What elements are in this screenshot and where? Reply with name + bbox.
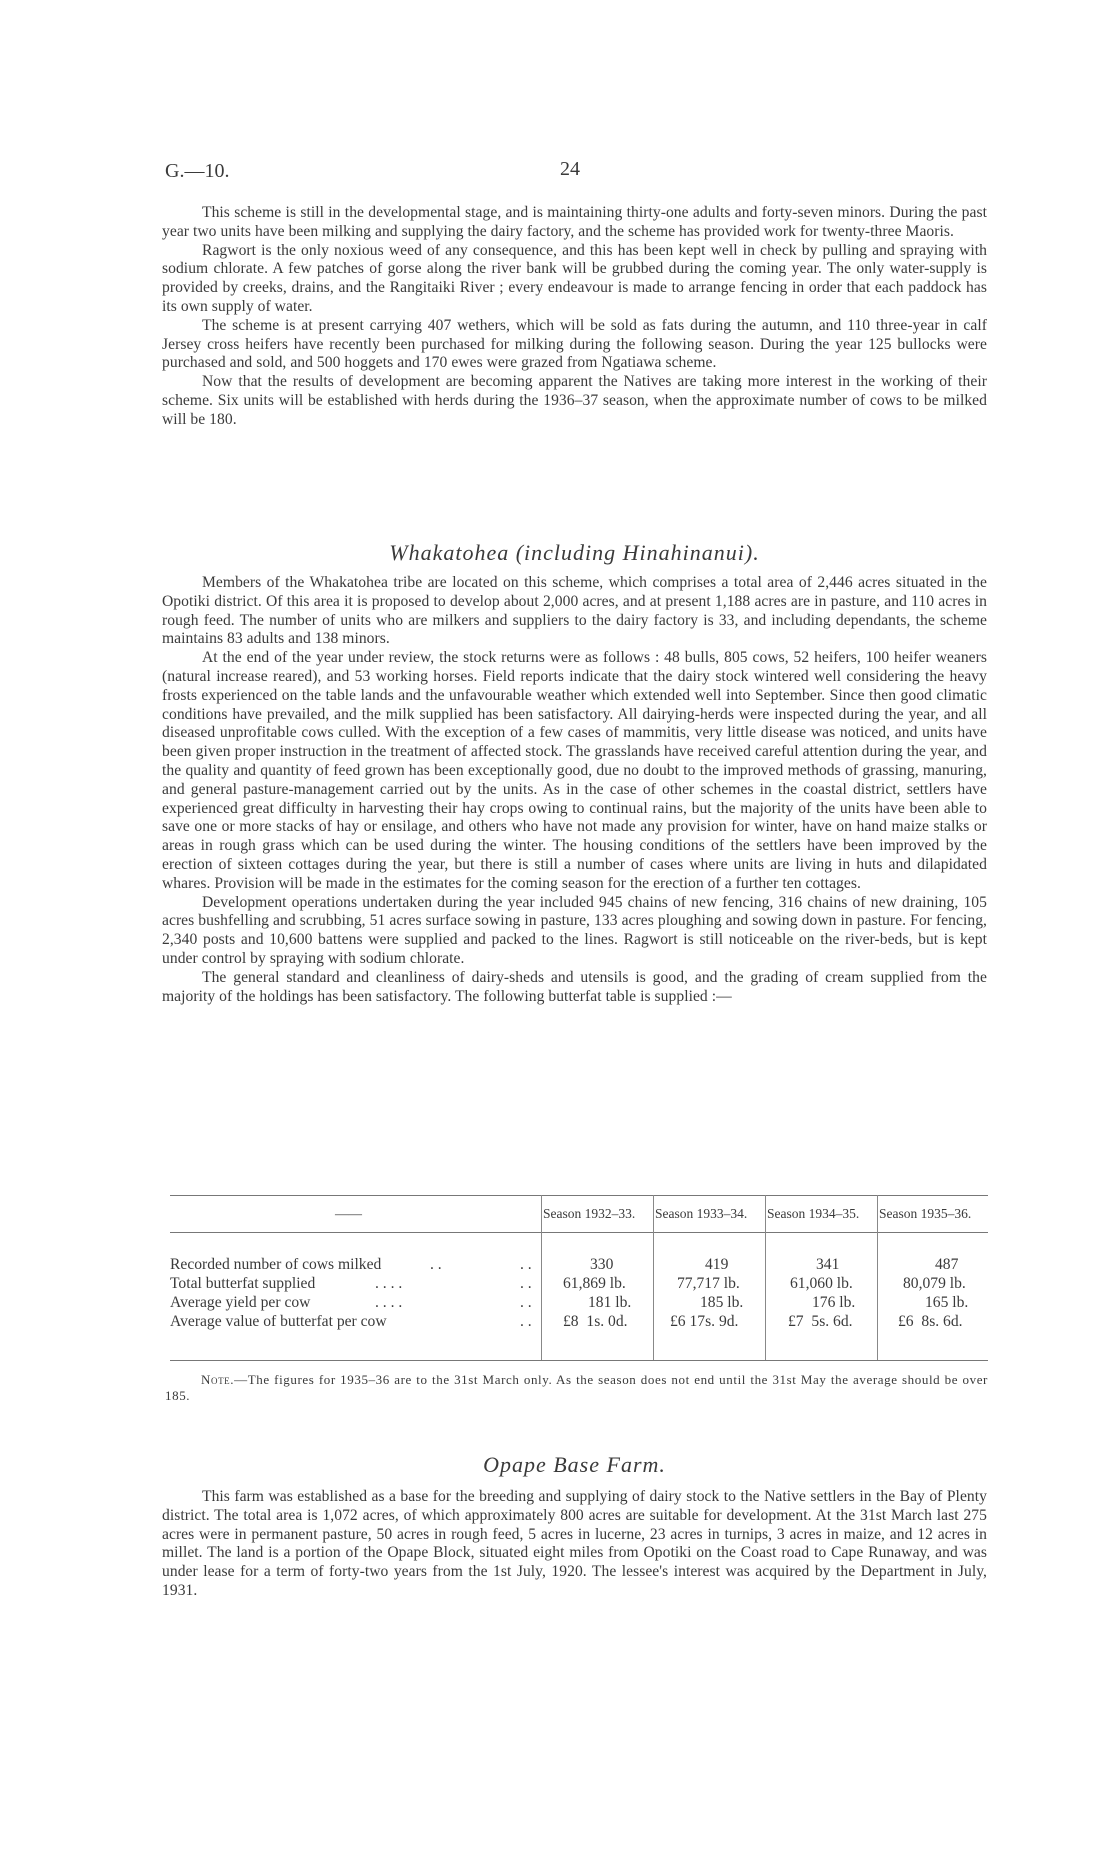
table-cell: 176 lb.	[812, 1294, 856, 1311]
column-header: Season 1934–35.	[767, 1206, 860, 1221]
table-row	[170, 1256, 990, 1275]
section-heading: Whakatohea (including Hinahinanui).	[389, 540, 760, 565]
paragraph: The scheme is at present carrying 407 wethers, which will be sold as fats during the autumn, and 110 three-year in calf Jersey cross heifers have recently been purchased for milking during the following season. During the year 125 bullocks were purchased and sold, and 500 hoggets and 170 ewes were grazed from Ngatiawa scheme.	[162, 316, 987, 372]
column-header: Season 1933–34.	[655, 1206, 748, 1221]
table-cell: 419	[705, 1256, 729, 1273]
table-corner: ——	[335, 1206, 362, 1221]
leader-dots: . . . .	[375, 1294, 403, 1311]
table-cell: 185 lb.	[700, 1294, 744, 1311]
leader-dots: . . . .	[375, 1275, 403, 1292]
paragraph: This farm was established as a base for the breeding and supplying of dairy stock to the Native settlers in the Bay of Plenty district. The total area is 1,072 acres, of which approximately 800 acres are suitable for development. At the 31st March last 275 acres were in permanent pasture, 50 acres in rough feed, 5 acres in lucerne, 23 acres in turnips, 3 acres in maize, and 12 acres in millet. The land is a portion of the Opape Block, situated eight miles from Opotiki on the Coast road to Cape Runaway, and was under lease for a term of forty-two years from the 1st July, 1920. The lessee's interest was acquired by the Department in July, 1931.	[162, 1488, 987, 1599]
table-cell: 61,869 lb.	[563, 1275, 626, 1292]
paragraph: Development operations undertaken during the year included 945 chains of new fencing, 316 chains of new draining, 105 acres bushfelling and scrubbing, 51 acres surface sowing in pasture, 133 acres ploughing and sowing down in pasture. For fencing, 2,340 posts and 10,600 battens were supplied and packed to the lines. Ragwort is still noticeable on the river-beds, but is kept under control by spraying with sodium chlorate.	[162, 893, 987, 967]
table-cell: 165 lb.	[925, 1294, 969, 1311]
section-heading: Opape Base Farm.	[483, 1452, 666, 1477]
table-row	[170, 1275, 990, 1294]
leader-dots: . .	[520, 1275, 532, 1292]
table-row	[170, 1294, 990, 1313]
paragraph: This scheme is still in the developmental stage, and is maintaining thirty-one adults and forty-seven minors. During the past year two units have been milking and supplying the dairy factory, and the scheme has provided work for twenty-three Maoris.	[162, 204, 987, 240]
leader-dots: . .	[430, 1256, 442, 1273]
section-whakatohea	[162, 540, 987, 1006]
report-reference: G.—10.	[165, 160, 230, 182]
table-cell: 61,060 lb.	[790, 1275, 853, 1292]
row-label: Average value of butterfat per cow	[170, 1313, 387, 1330]
paragraph: Members of the Whakatohea tribe are located on this scheme, which comprises a total area of 2,446 acres situated in the Opotiki district. Of this area it is proposed to develop about 2,000 acres, and at present 1,188 acres are in pasture, and 110 acres in rough feed. The number of units who are milkers and suppliers to the dairy factory is 33, and including dependants, the scheme maintains 83 adults and 138 minors.	[162, 574, 987, 648]
section-opape	[162, 1452, 987, 1601]
table-cell: £8 1s. 0d.	[563, 1313, 628, 1330]
row-label: Average yield per cow	[170, 1294, 311, 1311]
note-body: —The figures for 1935–36 are to the 31st March only. As the season does not end until the 31st May the average should be over 185.	[165, 1372, 988, 1403]
paragraph: At the end of the year under review, the stock returns were as follows : 48 bulls, 805 cows, 52 heifers, 100 heifer weaners (natural increase reared), and 53 working horses. Field reports indicate that the dairy stock wintered well considering the heavy frosts experienced on the table lands and the unfavourable weather which extended well into September. Since then good climatic conditions have prevailed, and the milk supplied has been satisfactory. All dairying-herds were inspected during the year, and all diseased unprofitable cows culled. With the exception of a few cases of mammitis, very little disease was noticed, and units have been given proper instruction in the treatment of affected stock. The grasslands have received careful attention during the year, and the quality and quantity of feed grown has been exceptionally good, due no doubt to the improved methods of grassing, manuring, and general pasture-management carried out by the units. As in the case of other schemes in the coastal district, settlers have experienced great difficulty in harvesting their hay crops owing to continual rains, but the majority of the units have been able to save one or more stacks of hay or ensilage, and others who have not made any provision for winter, have on hand maize stalks or areas in rough grass which can be used during the winter. The housing conditions of the settlers have been improved by the erection of sixteen cottages during the year, but there is still a number of cases where units are living in huts and dilapidated whares. Provision will be made in the estimates for the coming season for the erection of a further ten cottages.	[162, 649, 987, 892]
note-text	[165, 1372, 988, 1404]
paragraph: The general standard and cleanliness of dairy-sheds and utensils is good, and the grading of cream supplied from the majority of the holdings has been satisfactory. The following butterfat table is supplied :—	[162, 968, 987, 1005]
intro-section	[162, 204, 987, 430]
table-cell: £6 8s. 6d.	[898, 1313, 963, 1330]
page-number: 24	[560, 158, 580, 180]
column-header: Season 1932–33.	[543, 1206, 636, 1221]
table-cell: £6 17s. 9d.	[670, 1313, 739, 1330]
table-note	[165, 1372, 988, 1404]
table-cell: 80,079 lb.	[903, 1275, 966, 1292]
table-cell: 487	[935, 1256, 959, 1273]
column-header: Season 1935–36.	[879, 1206, 972, 1221]
table-bottom-rule	[170, 1360, 988, 1361]
table-cell: 77,717 lb.	[677, 1275, 740, 1292]
note-label: Note.	[201, 1372, 235, 1387]
table-header-rule	[170, 1232, 988, 1233]
table-top-rule	[170, 1195, 988, 1196]
table-cell: £7 5s. 6d.	[788, 1313, 853, 1330]
paragraph: Ragwort is the only noxious weed of any consequence, and this has been kept well in check by pulling and spraying with sodium chlorate. A few patches of gorse along the river bank will be grubbed during the coming year. The only water-supply is provided by creeks, drains, and the Rangitaiki River ; every endeavour is made to arrange fencing in order that each paddock has its own supply of water.	[162, 241, 987, 315]
table-row	[170, 1313, 990, 1332]
leader-dots: . .	[520, 1294, 532, 1311]
paragraph: Now that the results of development are becoming apparent the Natives are taking more interest in the working of their scheme. Six units will be established with herds during the 1936–37 season, when the approximate number of cows to be milked will be 180.	[162, 373, 987, 428]
row-label: Recorded number of cows milked	[170, 1256, 382, 1273]
table-cell: 181 lb.	[588, 1294, 632, 1311]
leader-dots: . .	[520, 1256, 532, 1273]
leader-dots: . .	[520, 1313, 532, 1330]
table-cell: 341	[816, 1256, 840, 1273]
row-label: Total butterfat supplied	[170, 1275, 316, 1292]
table-cell: 330	[590, 1256, 614, 1273]
